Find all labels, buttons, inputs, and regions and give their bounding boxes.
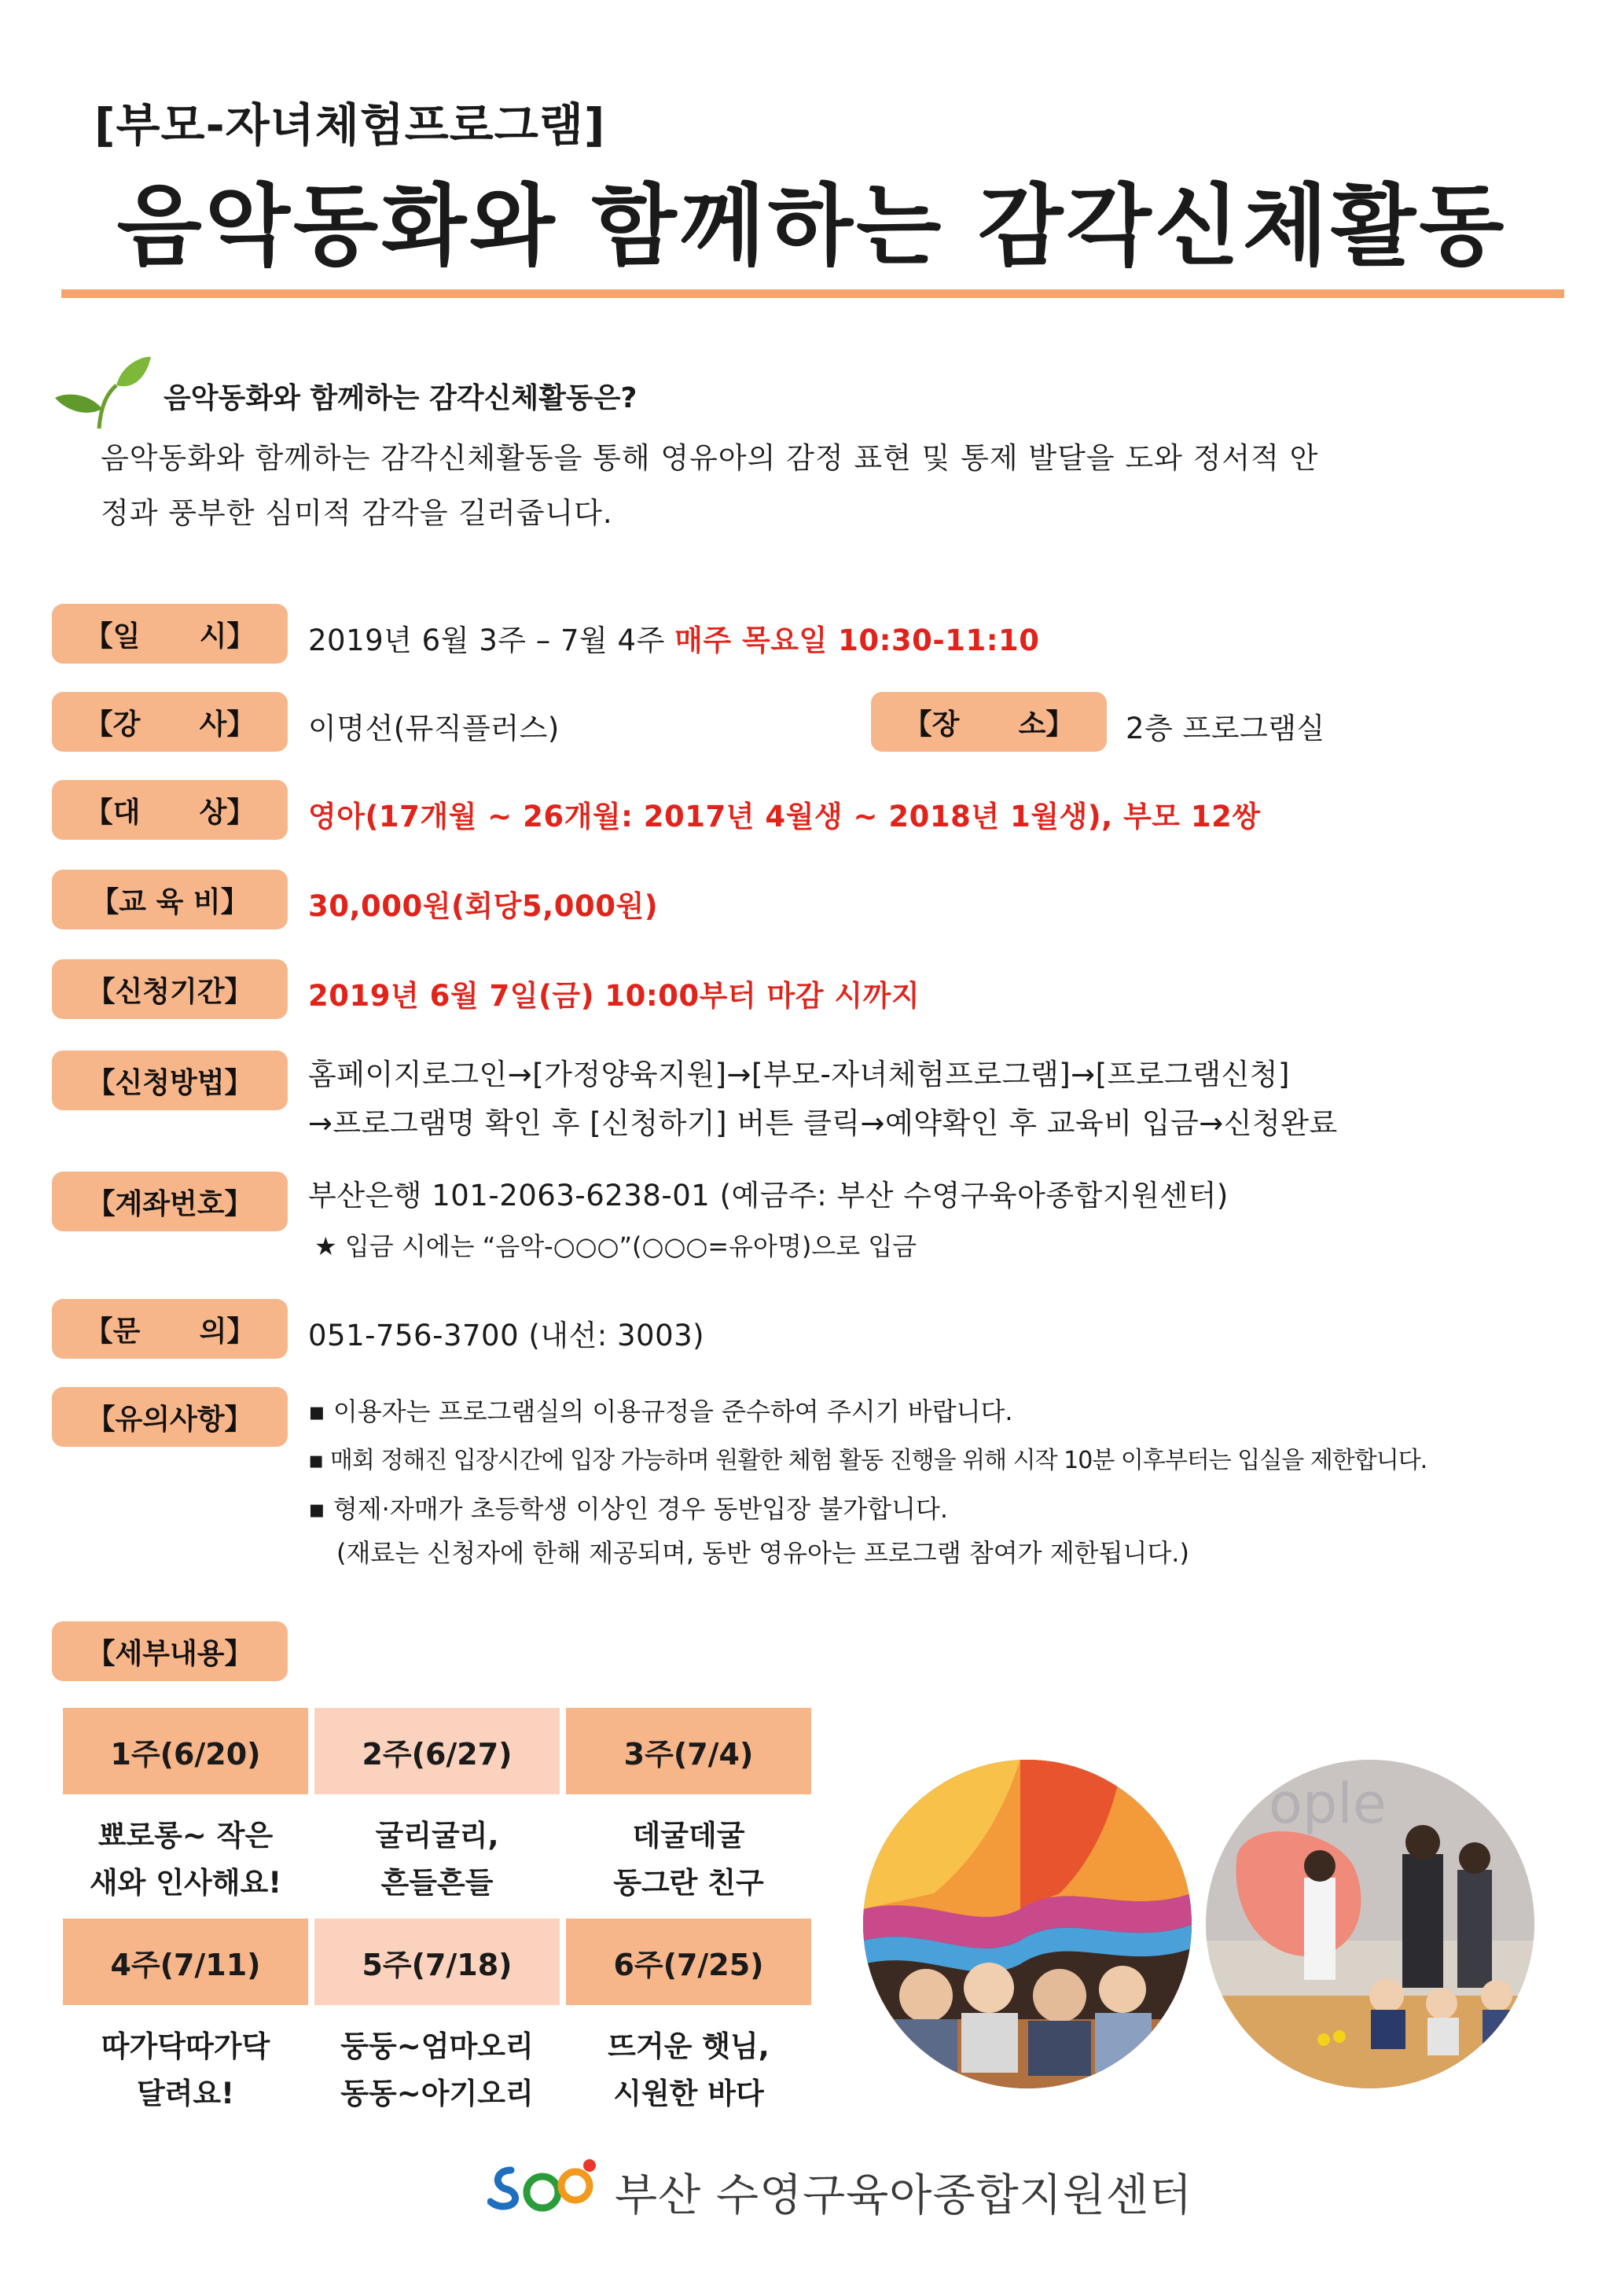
week-content: 둥둥~엄마오리 동동~아기오리	[340, 2029, 534, 2110]
program-category: [부모-자녀체험프로그램]	[94, 98, 606, 152]
period-label: 【신청기간】	[52, 959, 288, 1019]
target-label: 【대 상】	[52, 780, 288, 840]
place-value: 2층 프로그램실	[1126, 712, 1325, 745]
intro-line: 정과 풍부한 심미적 감각을 길러줍니다.	[101, 496, 613, 530]
account-value: 부산은행 101-2063-6238-01 (예금주: 부산 수영구육아종합지원센터)	[308, 1179, 1229, 1212]
week-header: 4주(7/11)	[63, 1919, 308, 2005]
contact-label: 【문 의】	[52, 1299, 288, 1359]
method-line: 홈페이지로그인→[가정양육지원]→[부모-자녀체험프로그램]→[프로그램신청]	[308, 1058, 1290, 1091]
music-class-photo	[1206, 1760, 1534, 2088]
notice-item: ▪ 이용자는 프로그램실의 이용규정을 준수하여 주시기 바랍니다.	[308, 1396, 1013, 1426]
intro-line: 음악동화와 함께하는 감각신체활동을 통해 영유아의 감정 표현 및 통제 발달을 도와 정서적 안	[101, 441, 1319, 475]
notice-subnote: (재료는 신청자에 한해 제공되며, 동반 영유아는 프로그램 참여가 제한됩니다.)	[336, 1538, 1189, 1568]
parachute-play-photo	[863, 1760, 1192, 2088]
wall-lettering: ople	[1269, 1772, 1387, 1836]
deposit-note: ★ 입금 시에는 “음악-○○○”(○○○=유아명)으로 입금	[314, 1231, 917, 1261]
week-header: 2주(6/27)	[314, 1708, 560, 1794]
page-title: 음악동화와 함께하는 감각신체활동	[116, 175, 1508, 278]
place-label: 【장 소】	[871, 692, 1107, 752]
intro-text	[101, 431, 1539, 541]
music-class-scene-icon	[1206, 1760, 1534, 2088]
notice-text: 이용자는 프로그램실의 이용규정을 준수하여 주시기 바랍니다.	[333, 1396, 1013, 1426]
week-content: 데굴데굴 동그란 친구	[613, 1819, 764, 1900]
week-header: 5주(7/18)	[314, 1919, 560, 2005]
date-label: 【일 시】	[52, 604, 288, 664]
method-label: 【신청방법】	[52, 1050, 288, 1110]
week-header: 1주(6/20)	[63, 1708, 308, 1794]
target-value: 영아(17개월 ~ 26개월: 2017년 4월생 ~ 2018년 1월생), 부모 12쌍	[308, 800, 1261, 833]
intro-heading: 음악동화와 함께하는 감각신체활동은?	[164, 382, 637, 414]
week-header: 6주(7/25)	[566, 1919, 811, 2005]
organization-name: 부산 수영구육아종합지원센터	[615, 2170, 1193, 2221]
account-label: 【계좌번호】	[52, 1172, 288, 1231]
instructor-label: 【강 사】	[52, 692, 288, 752]
method-line: →프로그램명 확인 후 [신청하기] 버튼 클릭→예약확인 후 교육비 입금→신청완료	[308, 1106, 1338, 1140]
week-content: 뾰로롱~ 작은 새와 인사해요!	[89, 1819, 282, 1900]
parachute-scene-icon	[863, 1760, 1192, 2088]
fee-label: 【교 육 비】	[52, 870, 288, 929]
notice-text: 매회 정해진 입장시간에 입장 가능하며 원활한 체험 활동 진행을 위해 시작 10분 이후부터는 입실을 제한합니다.	[329, 1447, 1427, 1474]
notice-text: 형제·자매가 초등학생 이상인 경우 동반입장 불가합니다.	[333, 1494, 949, 1524]
instructor-value: 이명선(뮤직플러스)	[308, 712, 560, 745]
week-content: 굴리굴리, 흔들흔들	[375, 1819, 499, 1900]
week-content: 뜨거운 햇님, 시원한 바다	[608, 2029, 770, 2110]
date-value	[308, 616, 1040, 659]
sprout-icon	[52, 354, 154, 432]
week-header: 3주(7/4)	[566, 1708, 811, 1794]
center-logo-icon	[487, 2154, 605, 2217]
title-underline	[61, 289, 1564, 298]
notice-item: ▪ 매회 정해진 입장시간에 입장 가능하며 원활한 체험 활동 진행을 위해 시작 10분 이후부터는 입실을 제한합니다.	[308, 1447, 1427, 1474]
period-value: 2019년 6월 7일(금) 10:00부터 마감 시까지	[308, 979, 920, 1013]
notice-item: ▪ 형제·자매가 초등학생 이상인 경우 동반입장 불가합니다.	[308, 1494, 949, 1524]
date-highlight: 매주 목요일 10:30-11:10	[674, 624, 1040, 657]
notice-label: 【유의사항】	[52, 1387, 288, 1447]
contact-value: 051-756-3700 (내선: 3003)	[308, 1319, 705, 1352]
schedule-label: 【세부내용】	[52, 1621, 288, 1681]
date-text: 2019년 6월 3주 – 7월 4주	[308, 624, 675, 657]
week-content: 따가닥따가닥 달려요!	[101, 2029, 270, 2110]
fee-value: 30,000원(회당5,000원)	[308, 889, 659, 923]
